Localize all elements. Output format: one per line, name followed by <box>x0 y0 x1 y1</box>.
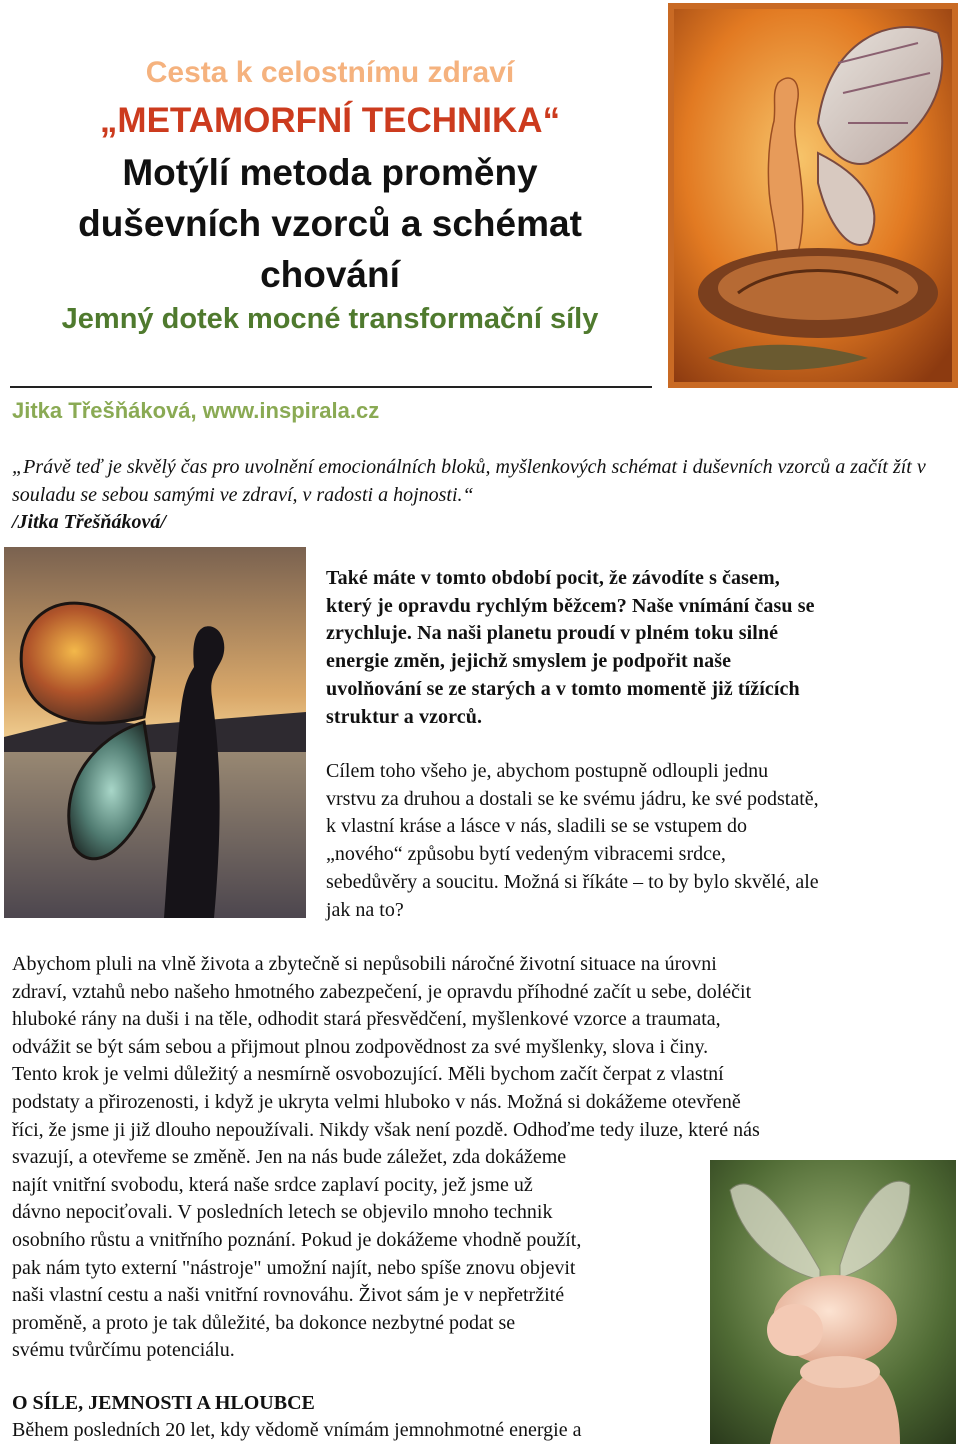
text-line: osobního růstu a vnitřního poznání. Pokud je dokážeme vhodně použít, <box>12 1228 582 1251</box>
subtitle-line-3: chování <box>260 254 400 295</box>
text-line: který je opravdu rychlým běžcem? Naše vnímání času se <box>326 594 815 617</box>
section-heading: O SÍLE, JEMNOSTI A HLOUBCE <box>12 1392 315 1414</box>
text-line: odvážit se být sám sebou a přijmout plnou zodpovědnost za své myšlenky, slova i činy. <box>12 1035 709 1058</box>
subtitle-line-1: Motýlí metoda proměny <box>122 152 538 193</box>
text-line: vrstvu za druhou a dostali se ke svému jádru, ke své podstatě, <box>326 787 819 810</box>
text-line: říci, že jsme ji již dlouho nepoužívali. Nikdy však není pozdě. Odhoďme tedy iluze, které nás <box>12 1118 760 1141</box>
text-line: svazují, a otevřeme se změně. Jen na nás bude záležet, zda dokážeme <box>12 1146 567 1169</box>
text-line: pak nám tyto externí "nástroje" umožní najít, nebo spíše znovu objevit <box>12 1256 576 1279</box>
tagline: Jemný dotek mocné transformační síly <box>61 303 599 335</box>
winged-baby-photo <box>710 1160 956 1444</box>
article-title: „METAMORFNÍ TECHNIKA“ <box>99 101 561 140</box>
text-line: naši vlastní cestu a naši vnitřní rovnováhu. Život sám je v nepřetržité <box>12 1284 565 1307</box>
text-line: svému tvůrčímu potenciálu. <box>12 1339 235 1362</box>
text-line: Cílem toho všeho je, abychom postupně odloupli jednu <box>326 760 769 782</box>
author-line: Jitka Třešňáková, www.inspirala.cz <box>12 398 380 423</box>
subtitle-line-2: duševních vzorců a schémat <box>78 203 582 244</box>
text-line: sebedůvěry a soucitu. Možná si říkáte – to by bylo skvělé, ale <box>326 870 819 893</box>
text-line: dávno nepociťovali. V posledních letech se objevilo mnoho technik <box>12 1201 553 1224</box>
text-line: k vlastní kráse a lásce v nás, sladili se se vstupem do <box>326 815 748 838</box>
text-line: hluboké rány na duši i na těle, odhodit stará přesvědčení, myšlenkové vzorce a traumata, <box>12 1008 721 1031</box>
text-line: Také máte v tomto období pocit, že závodíte s časem, <box>326 567 780 589</box>
divider <box>10 386 652 388</box>
butterfly-woman-painting <box>668 3 958 388</box>
text-line: struktur a vzorců. <box>326 705 483 728</box>
text-line: proměně, a proto je tak důležité, ba dokonce nezbytné podat se <box>12 1311 516 1334</box>
text-line: energie změn, jejichž smyslem je podpořit naše <box>326 650 732 673</box>
text-line: „nového“ způsobu bytí vedeným vibracemi srdce, <box>326 843 726 866</box>
text-line: zdraví, vztahů nebo našeho hmotného zabezpečení, je opravdu příhodné začít u sebe, doléčit <box>12 980 752 1003</box>
series-title: Cesta k celostnímu zdraví <box>145 56 515 89</box>
text-line: zrychluje. Na naši planetu proudí v plném toku silné <box>326 622 779 645</box>
quote-text: „Právě teď je skvělý čas pro uvolnění emocionálních bloků, myšlenkových schémat i duševních vzorců a začít žít v souladu se sebou samými ve zdraví, v radosti a hojnosti.“ <box>12 456 926 506</box>
text-line: uvolňování se ze starých a v tomto momentě již tížících <box>326 677 800 700</box>
section-first-line: Během posledních 20 let, kdy vědomě vnímám jemnohmotné energie a <box>12 1419 582 1441</box>
intro-paragraph <box>326 758 936 924</box>
text-line: Tento krok je velmi důležitý a nesmírně osvobozující. Měli bychom začít čerpat z vlastní <box>12 1063 724 1086</box>
intro-bold-paragraph <box>326 565 936 731</box>
quote-signature: /Jitka Třešňáková/ <box>12 511 166 533</box>
butterfly-silhouette-photo <box>4 547 306 918</box>
text-line: najít vnitřní svobodu, která naše srdce zaplaví pocity, jež jsme už <box>12 1173 533 1196</box>
text-line: Abychom pluli na vlně života a zbytečně si nepůsobili náročné životní situace na úrovni <box>12 953 717 975</box>
text-line: podstaty a přirozenosti, i když je ukryta velmi hluboko v nás. Možná si dokážeme otevřeně <box>12 1090 741 1113</box>
text-line: jak na to? <box>326 898 404 921</box>
